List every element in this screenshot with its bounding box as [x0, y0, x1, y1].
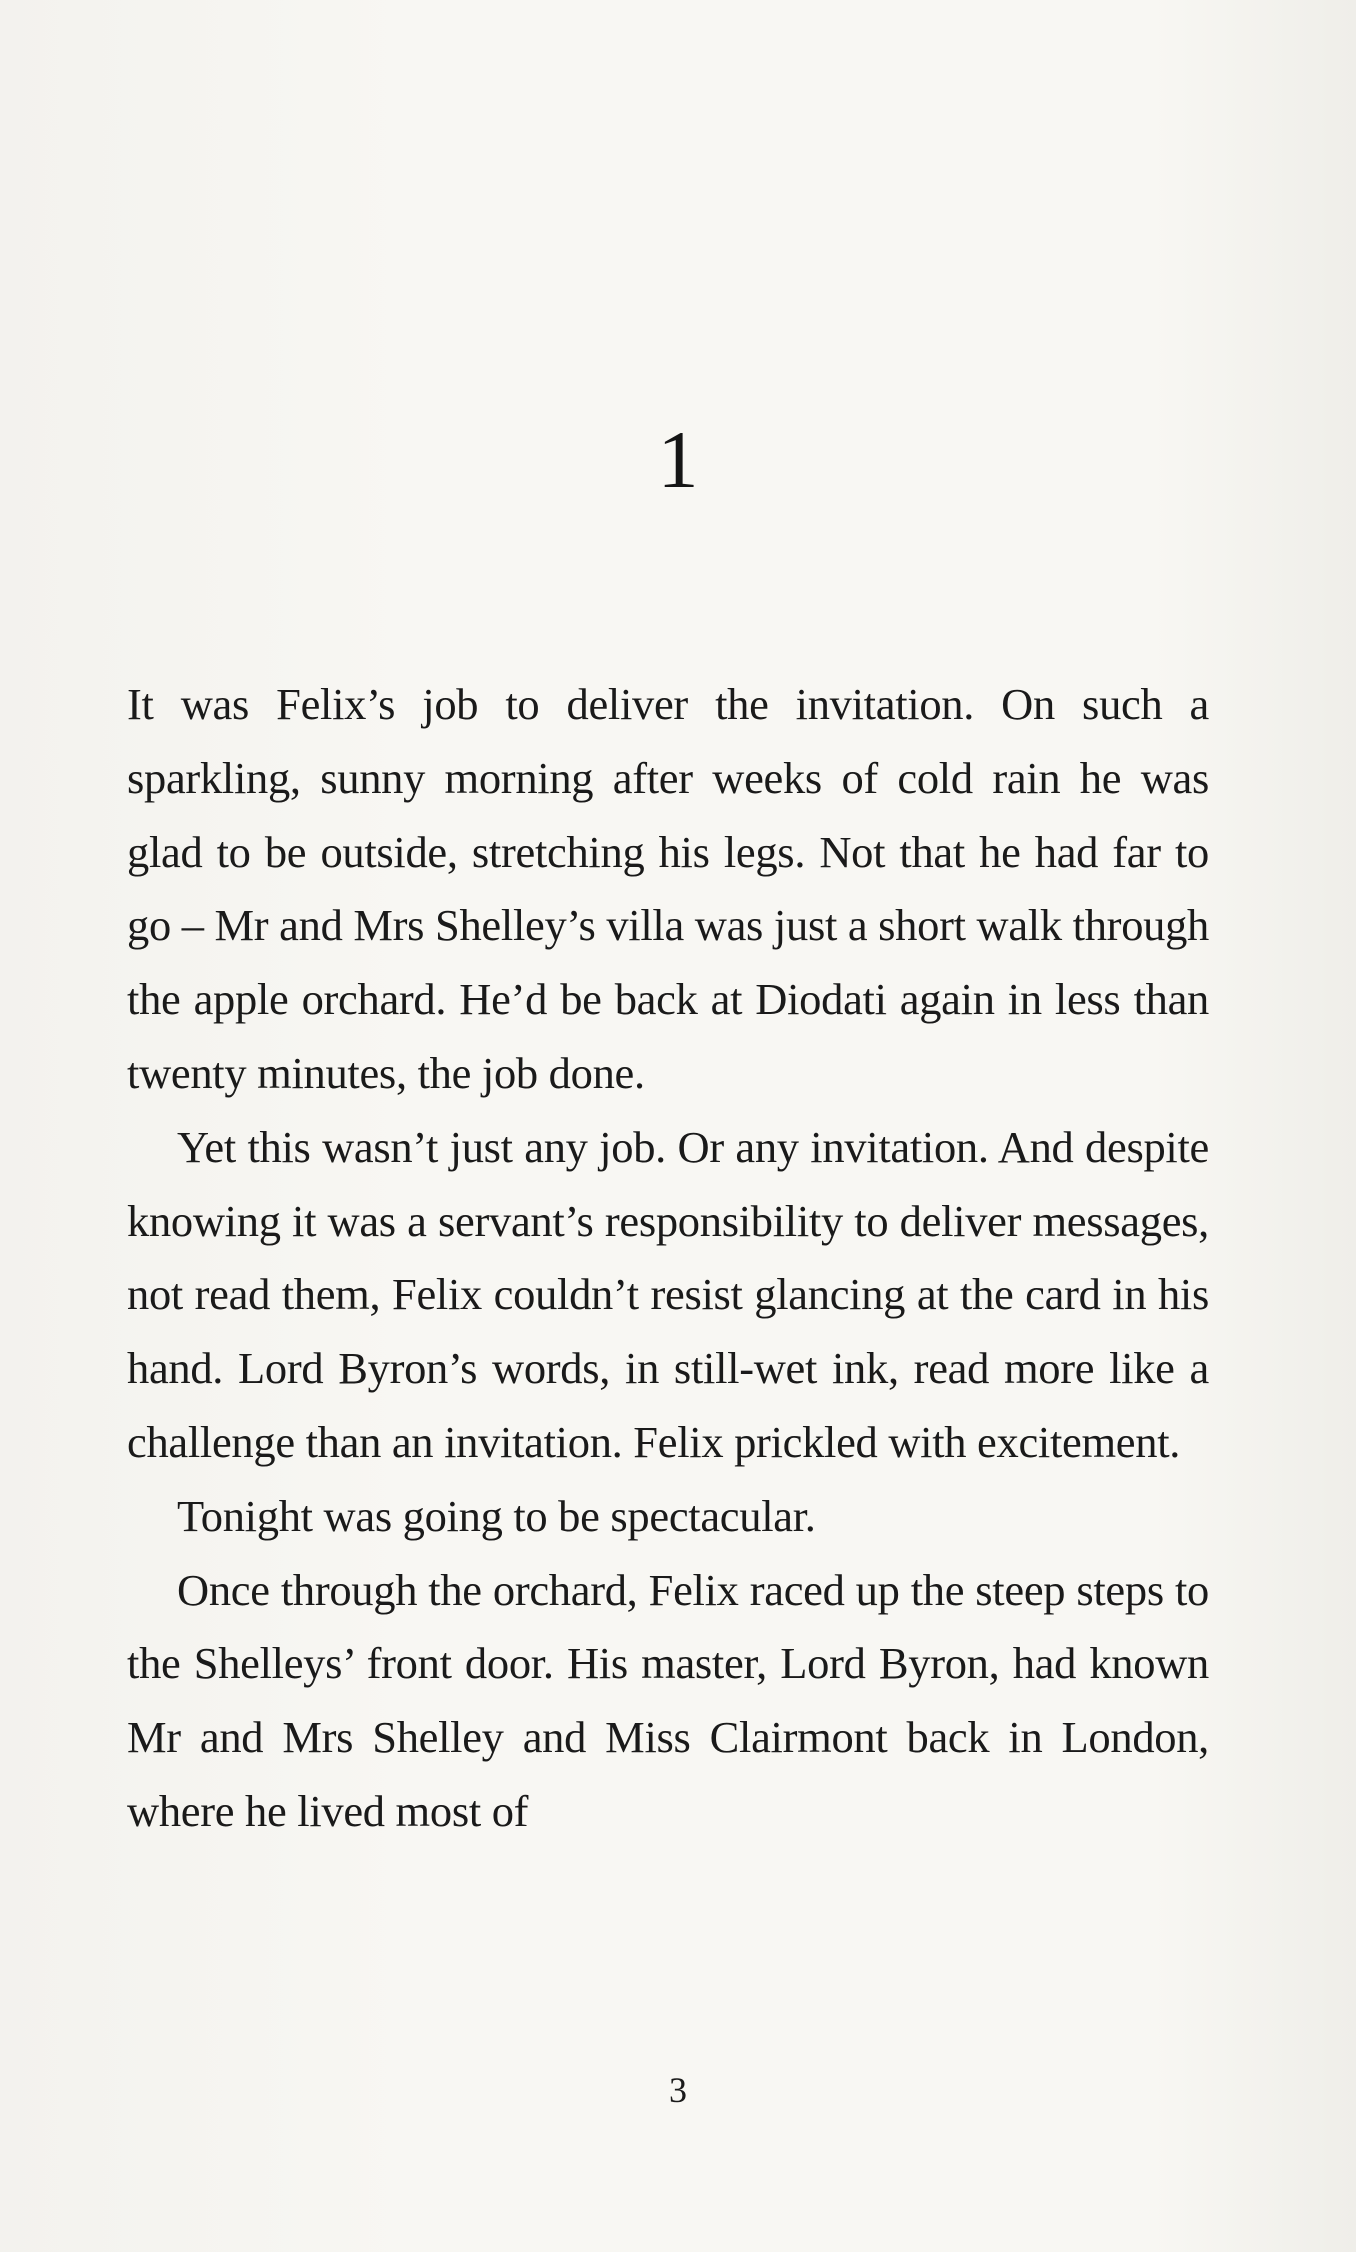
- page-number: 3: [669, 2070, 687, 2110]
- body-text: [127, 668, 1209, 1849]
- paragraph-4: Once through the orchard, Felix raced up the steep steps to the Shelleys’ front door. His master, Lord Byron, had known Mr and Mrs Shelley and Miss Clairmont back in London, where he lived most of: [127, 1564, 1209, 1836]
- paragraph-1: It was Felix’s job to deliver the invitation. On such a sparkling, sunny morning after weeks of cold rain he was glad to be outside, stretching his legs. Not that he had far to go – Mr and Mrs Shelley’s villa was just a short walk through the apple orchard. He’d be back at Diodati again in less than twenty minutes, the job done.: [127, 679, 1209, 1098]
- chapter-number: 1: [657, 414, 699, 505]
- paragraph-3: Tonight was going to be spectacular.: [177, 1490, 816, 1541]
- paragraph-2: Yet this wasn’t just any job. Or any invitation. And despite knowing it was a servant’s responsibility to deliver messages, not read them, Felix couldn’t resist glancing at the card in his hand. Lord Byron’s words, in still-wet ink, read more like a challenge than an invitation. Felix prickled with excitement.: [127, 1121, 1209, 1467]
